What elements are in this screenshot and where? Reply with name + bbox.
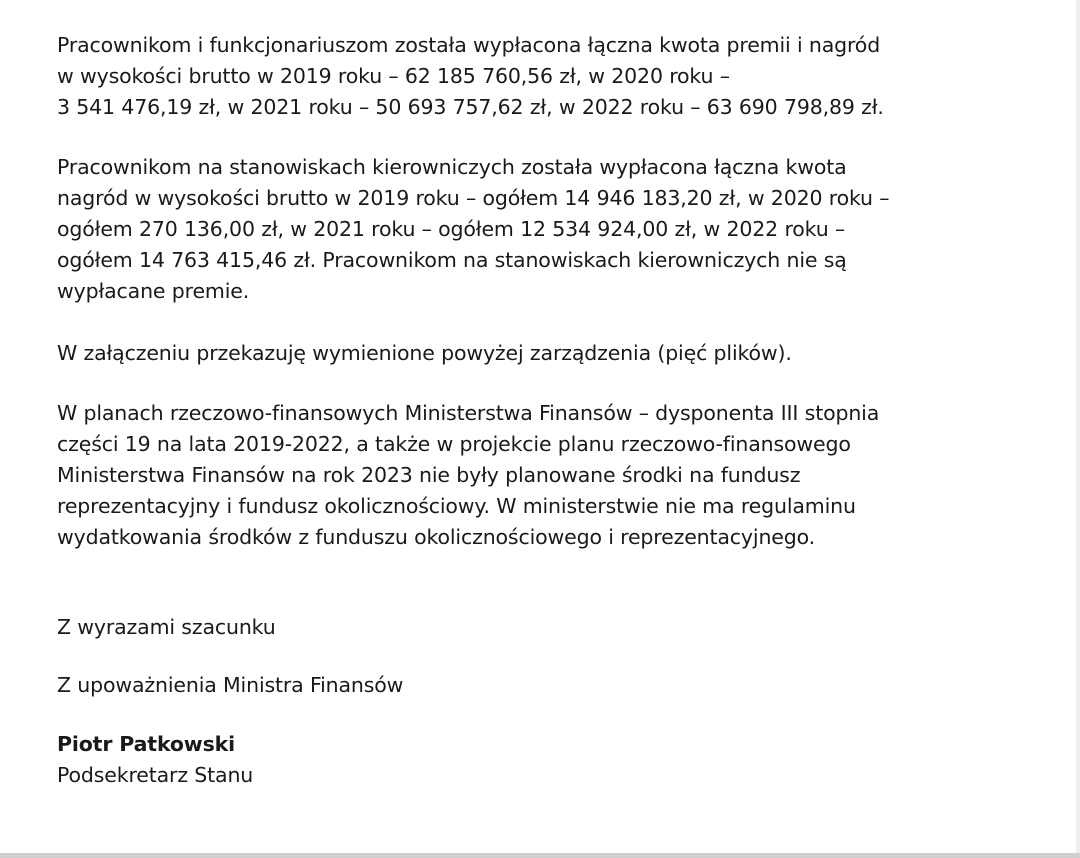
text-line: Pracownikom i funkcjonariuszom została wypłacona łączna kwota premii i nagród — [57, 33, 881, 57]
text-line: ogółem 270 136,00 zł, w 2021 roku – ogółem 12 534 924,00 zł, w 2022 roku – — [57, 217, 846, 241]
text-line: W planach rzeczowo-finansowych Ministerstwa Finansów – dysponenta III stopnia — [57, 401, 880, 425]
text-line: W załączeniu przekazuję wymienione powyżej zarządzenia (pięć plików). — [57, 341, 792, 365]
authorization-line: Z upoważnienia Ministra Finansów — [57, 673, 404, 697]
text-line: w wysokości brutto w 2019 roku – 62 185 760,56 zł, w 2020 roku – — [57, 64, 730, 88]
text-line: wydatkowania środków z funduszu okolicznościowego i reprezentacyjnego. — [57, 525, 816, 549]
paragraph-financial-plans — [57, 398, 1017, 553]
page-edge-bottom — [0, 853, 1080, 858]
text-line: Ministerstwa Finansów na rok 2023 nie były planowane środki na fundusz — [57, 463, 801, 487]
signatory-name: Piotr Patkowski — [57, 732, 236, 756]
closing-salutation: Z wyrazami szacunku — [57, 615, 276, 639]
text-line: nagród w wysokości brutto w 2019 roku – ogółem 14 946 183,20 zł, w 2020 roku – — [57, 186, 890, 210]
paragraph-attachments — [57, 338, 1017, 369]
paragraph-bonuses-total — [57, 30, 1017, 123]
text-line: 3 541 476,19 zł, w 2021 roku – 50 693 757,62 zł, w 2022 roku – 63 690 798,89 zł. — [57, 95, 884, 119]
text-line: ogółem 14 763 415,46 zł. Pracownikom na stanowiskach kierowniczych nie są — [57, 248, 847, 272]
text-line: wypłacane premie. — [57, 279, 250, 303]
text-line: części 19 na lata 2019-2022, a także w projekcie planu rzeczowo-finansowego — [57, 432, 851, 456]
signatory-title: Podsekretarz Stanu — [57, 763, 254, 787]
page-edge-right — [1076, 0, 1080, 858]
text-line: reprezentacyjny i fundusz okolicznościowy. W ministerstwie nie ma regulaminu — [57, 494, 856, 518]
paragraph-managerial-awards — [57, 152, 1017, 307]
text-line: Pracownikom na stanowiskach kierowniczych została wypłacona łączna kwota — [57, 155, 847, 179]
